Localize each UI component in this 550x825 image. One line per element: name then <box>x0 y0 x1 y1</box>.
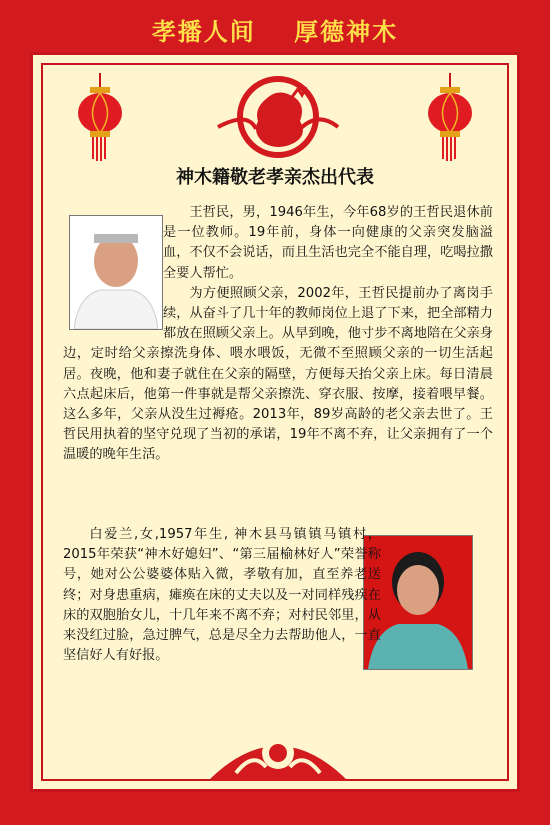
lantern-icon <box>425 73 475 163</box>
content-panel <box>30 52 520 792</box>
bio-section-wang <box>63 203 493 466</box>
slogan-left: 孝播人间 <box>151 18 256 46</box>
flower-papercut-icon <box>198 711 358 781</box>
page-title: 神木籍敬老孝亲杰出代表 <box>176 167 374 188</box>
photo-spacer <box>381 525 493 667</box>
header-slogan <box>0 12 550 47</box>
slogan-right: 厚德神木 <box>294 18 399 46</box>
rooster-papercut-icon <box>208 69 348 165</box>
lantern-icon <box>75 73 125 163</box>
bio-paragraph: 王哲民，男，1946年生，今年68岁的王哲民退休前是一位教师。19年前，身体一向健康的父亲突发脑溢血，不仅不会说话，而且生活也完全不能自理，吃喝拉撒全要人帮忙。 <box>163 205 493 281</box>
bio-paragraph: 白爱兰,女,1957年生, 神木县马镇镇马镇村，2015年荣获“神木好媳妇”、“第三届榆林好人”荣誉称号，她对公公婆婆体贴入微，孝敬有加，直至养老送终；对身患重病，瘫痪在床的丈夫以及一对同样残疾在床的双胞胎女儿，十几年来不离不弃；对村民邻里，从来没红过脸，急过脾气，总是尽全力去帮助他人，一直坚信好人有好报。 <box>63 527 381 664</box>
photo-spacer <box>63 203 163 325</box>
bio-paragraph: 为方便照顾父亲，2002年，王哲民提前办了离岗手续，从奋斗了几十年的教师岗位上退了下来，把全部精力都放在照顾父亲上。从早到晚，他寸步不离地陪在父亲身边，定时给父亲擦洗身体、喂水喂饭，无微不至照顾父亲的一切生活起居。夜晚，他和妻子就住在父亲的隔壁，方便每天抬父亲上床。每日清晨六点起床后，他第一件事就是帮父亲擦洗、穿衣服、按摩，接着喂早餐。这么多年，父亲从没生过褥疮。2013年，89岁高龄的老父亲去世了。王哲民用执着的坚守兑现了当初的承诺，19年不离不弃，让父亲拥有了一个温暖的晚年生活。 <box>63 285 493 463</box>
bio-section-bai <box>63 525 493 667</box>
